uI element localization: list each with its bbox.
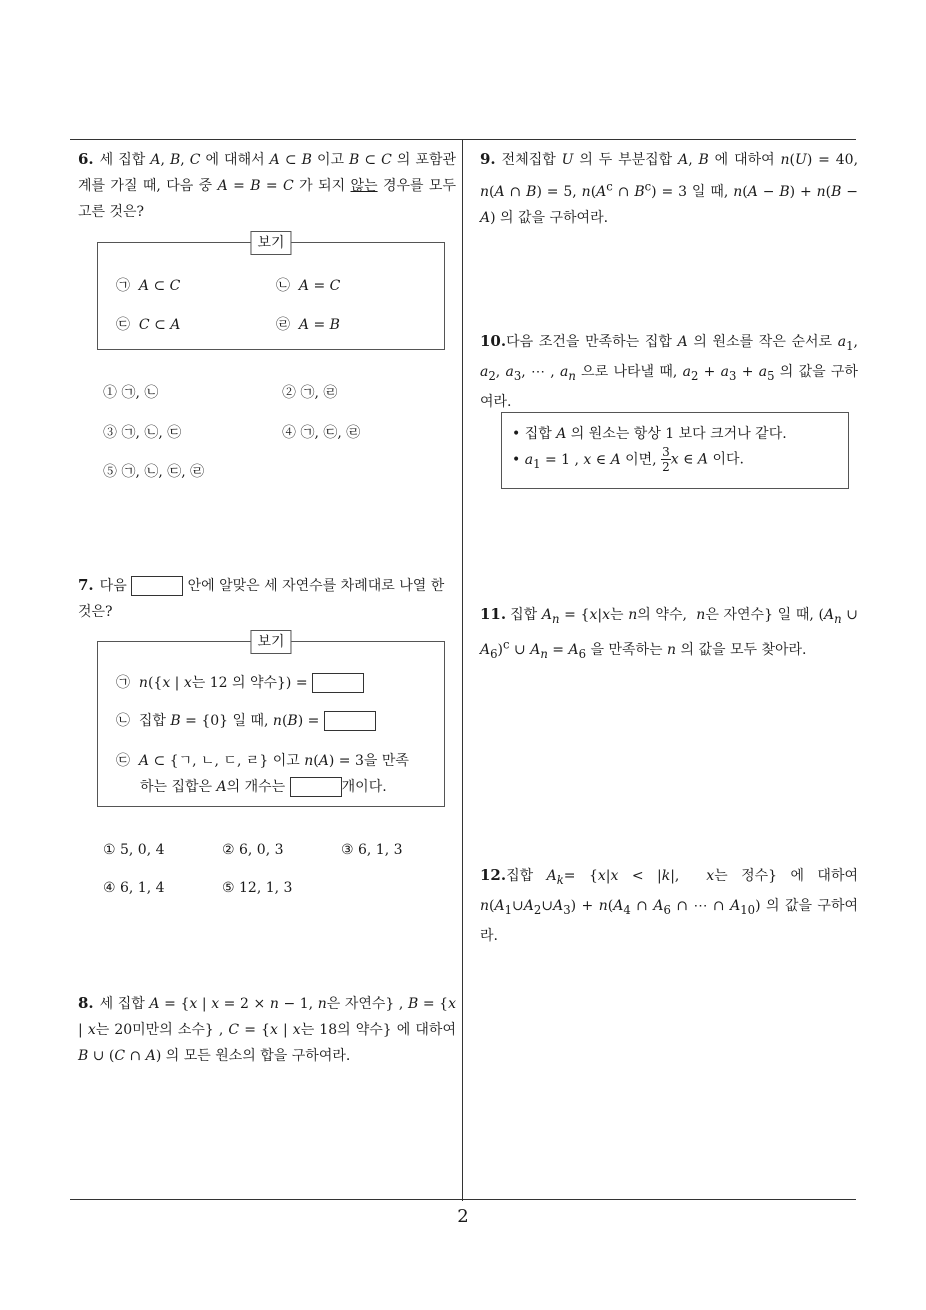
answer-blank: [312, 673, 364, 693]
question-7-choice-1[interactable]: ① 5, 0, 4: [103, 842, 165, 858]
question-7-number: 7.: [78, 576, 94, 594]
question-9-number: 9.: [480, 150, 496, 168]
question-6-number: 6.: [78, 150, 94, 168]
question-12-text: 집합 $A_k= \{x|x < |k|$, x는 정수} 에 대하여 $n(A_1\cup A_2\cup A_3) + n(A_4$ ∩ $A_6$ ∩ ⋯ ∩ $A_{10}$) 의 값을 구하여라.: [480, 868, 858, 944]
question-10-text: 다음 조건을 만족하는 집합 A 의 원소를 작은 순서로 $a_1$, $a_2$, $a_3$, ⋯ , $a_n$ 으로 나타낼 때, $a_2 + a_3 + a_5$ 의 값을 구하여라.: [480, 334, 858, 410]
question-10-condition-box: [501, 412, 849, 489]
bogi-item: ㉠ n({x | x는 12 의 약수}) =: [116, 672, 364, 693]
question-8-number: 8.: [78, 994, 94, 1012]
bogi-label: 보기: [250, 231, 291, 255]
bogi-item: ㉠ A ⊂ C: [116, 278, 181, 294]
page-number: 2: [457, 1206, 469, 1227]
question-11: [480, 601, 858, 667]
bogi-item: ㉣ A = B: [276, 317, 340, 333]
top-rule: [70, 139, 856, 140]
question-6-choice-2[interactable]: ② ㉠, ㉣: [282, 385, 338, 401]
bottom-rule: [70, 1199, 856, 1200]
condition-1: • 집합 A 의 원소는 항상 1 보다 크거나 같다.: [512, 426, 787, 442]
question-6-choice-5[interactable]: ⑤ ㉠, ㉡, ㉢, ㉣: [103, 464, 205, 480]
question-9: [480, 146, 858, 231]
column-divider: [462, 139, 463, 1201]
question-11-number: 11.: [480, 605, 507, 623]
bogi-label: 보기: [250, 630, 291, 654]
question-6-text: 세 집합 A, B, C 에 대해서 A ⊂ B 이고 B ⊂ C 의 포함관계를 가질 때, 다음 중 A = B = C 가 되지 않는 경우를 모두 고른 것은?: [78, 152, 457, 220]
answer-blank: [131, 576, 183, 596]
question-9-text: 전체집합 U 의 두 부분집합 A, B 에 대하여 n(U) = 40, n(A ∩ B) = 5, $n(A^c$ ∩ $B^c) = 3$ 일 때, n(A − B) + n(B − A) 의 값을 구하여라.: [480, 152, 859, 226]
bogi-item: ㉢ A ⊂ {ㄱ, ㄴ, ㄷ, ㄹ} 이고 n(A) = 3을 만족: [116, 753, 409, 769]
question-12: [480, 862, 858, 949]
question-7-bogi-box: [97, 634, 445, 807]
answer-blank: [290, 777, 342, 797]
question-10: [480, 328, 858, 415]
answer-blank: [324, 711, 376, 731]
question-6-bogi-box: [97, 235, 445, 350]
question-6-choice-4[interactable]: ④ ㉠, ㉢, ㉣: [282, 425, 361, 441]
question-7-choice-4[interactable]: ④ 6, 1, 4: [103, 880, 165, 896]
question-6-choice-3[interactable]: ③ ㉠, ㉡, ㉢: [103, 425, 182, 441]
question-6-choice-1[interactable]: ① ㉠, ㉡: [103, 385, 159, 401]
question-7: 7. 다음 안에 알맞은 세 자연수를 차례대로 나열 한 것은?: [78, 576, 445, 620]
question-7-choice-2[interactable]: ② 6, 0, 3: [222, 842, 284, 858]
question-10-number: 10.: [480, 332, 507, 350]
fraction: $\frac{3}{2}$: [662, 445, 670, 474]
bogi-item: ㉡ A = C: [276, 278, 341, 294]
question-8-text: 세 집합 A = {x | x = 2 × n − 1, n은 자연수} , B = {x | x는 20미만의 소수} , C = {x | x는 18의 약수} 에 대하여 B ∪ (C ∩ A) 의 모든 원소의 합을 구하여라.: [78, 996, 456, 1064]
bogi-item: ㉢ C ⊂ A: [116, 317, 181, 333]
question-7-choice-5[interactable]: ⑤ 12, 1, 3: [222, 880, 293, 896]
bogi-item-cont: 하는 집합은 A의 개수는 개이다.: [140, 779, 387, 795]
bogi-item: ㉡ 집합 B = {0} 일 때, n(B) =: [116, 710, 376, 731]
question-6: [78, 146, 456, 225]
condition-2: • $a_1 = 1$ , x ∈ A 이면, $\frac{3}{2}$ x ∈ A 이다.: [512, 445, 744, 474]
question-12-number: 12.: [480, 866, 507, 884]
question-8: [78, 990, 456, 1069]
question-11-text: 집합 $A_n = \{x|x$는 n의 약수, n은 자연수} 일 때, ($A_n$ ∪ $A_6)^c$ ∪ $A_n = A_6$ 을 만족하는 n 의 값을 모두 찾아라.: [480, 607, 859, 662]
question-7-choice-3[interactable]: ③ 6, 1, 3: [341, 842, 403, 858]
